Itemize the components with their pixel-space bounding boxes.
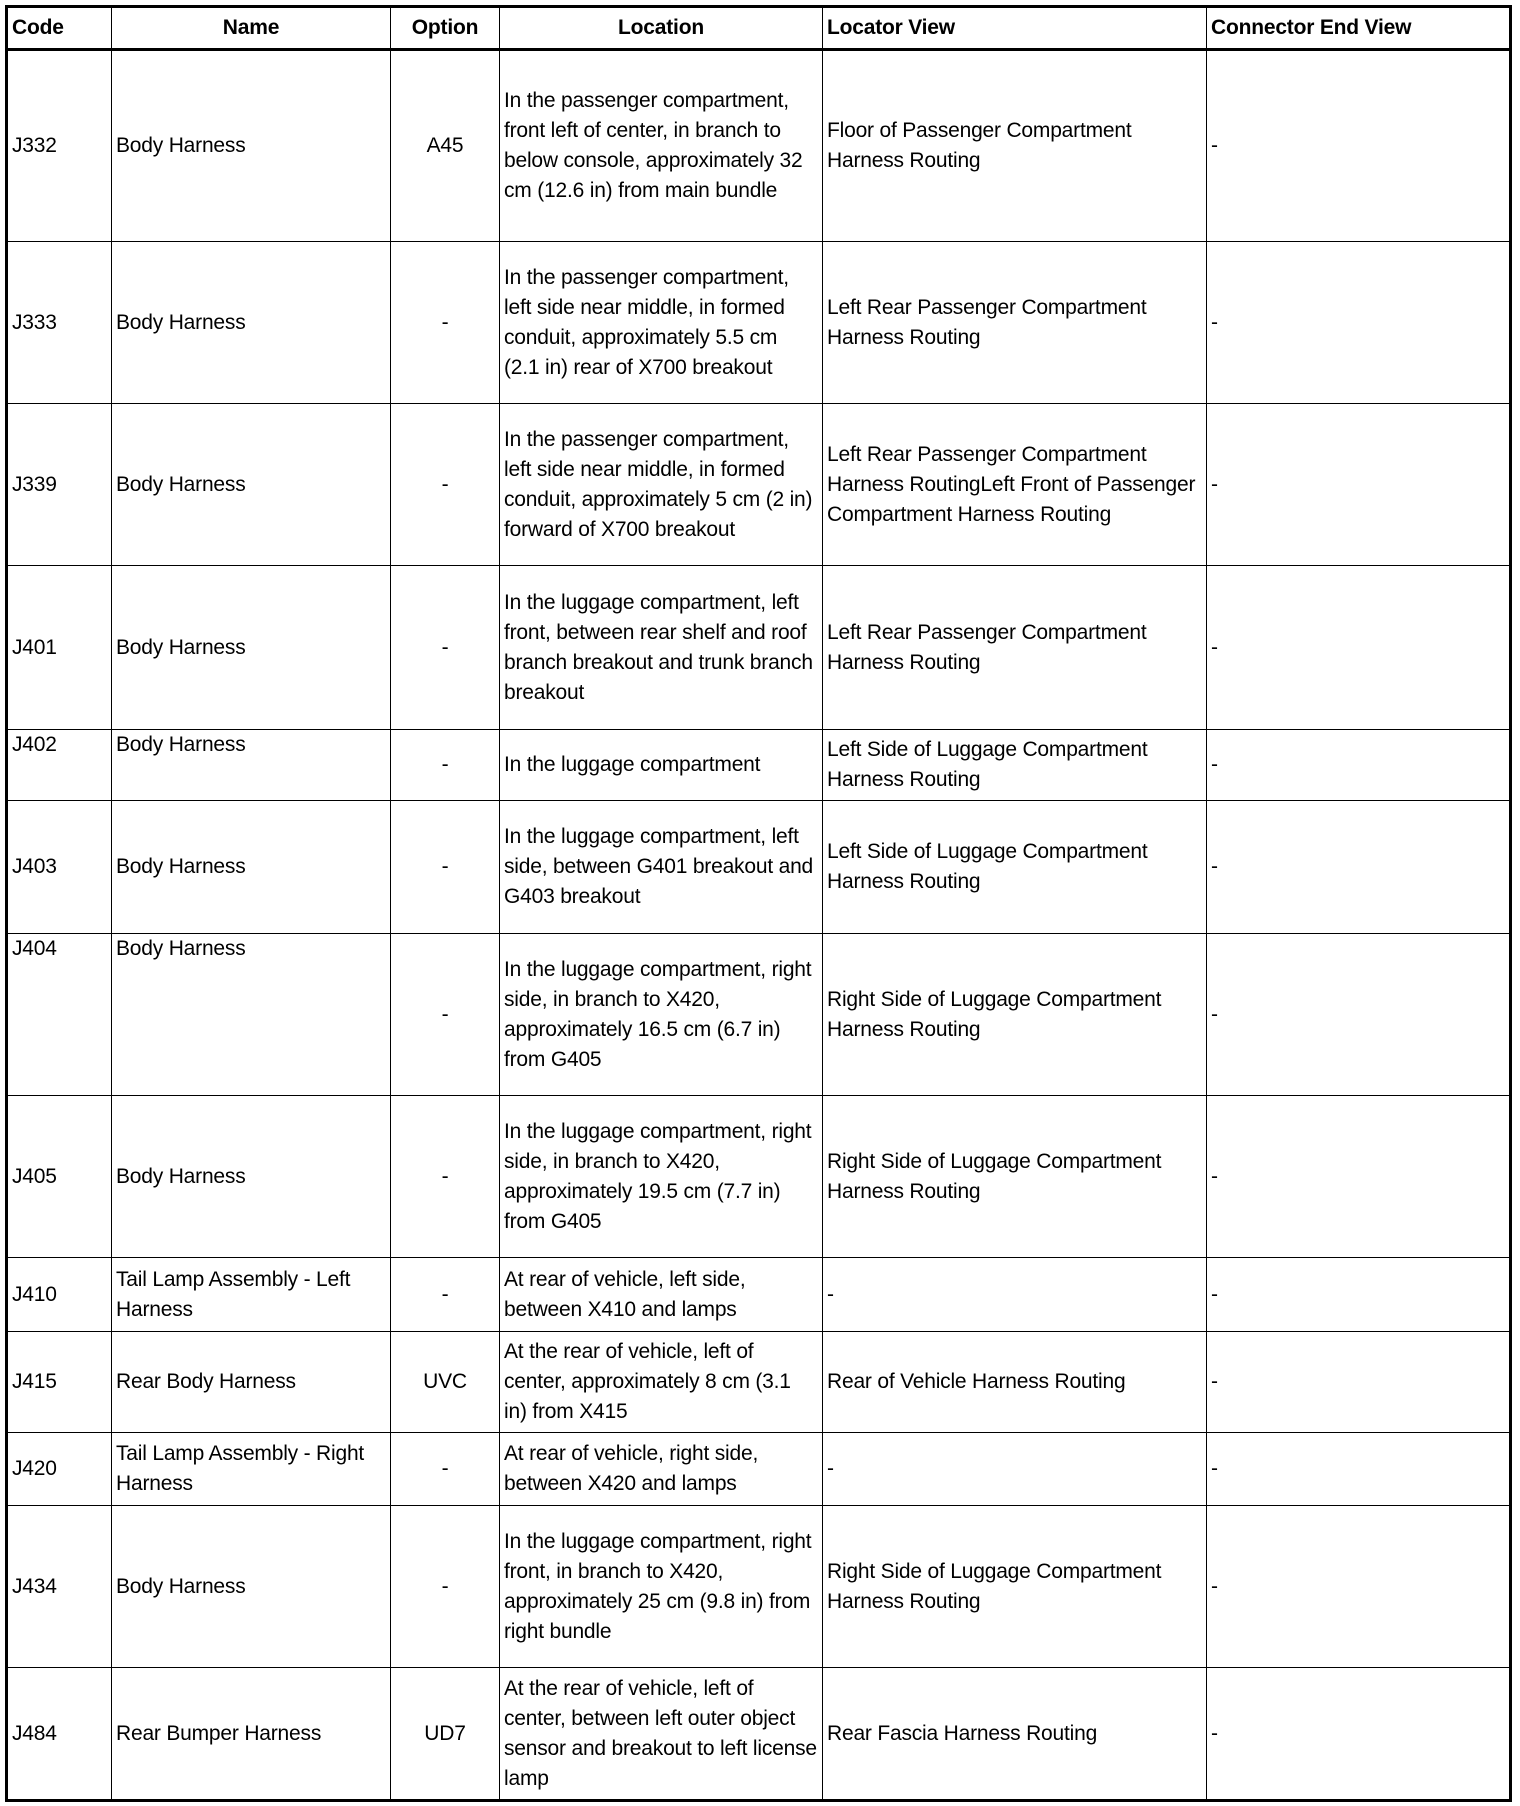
cell-locator-view: Left Rear Passenger Compartment Harness RoutingLeft Front of Passenger Compartment Harness Routing: [823, 404, 1207, 566]
header-option: Option: [391, 7, 500, 50]
cell-locator-view: Rear Fascia Harness Routing: [823, 1668, 1207, 1801]
cell-locator-view: Right Side of Luggage Compartment Harness Routing: [823, 934, 1207, 1096]
table-row: [7, 1506, 1511, 1668]
cell-connector-end-view: -: [1207, 1332, 1511, 1433]
cell-option: -: [391, 1258, 500, 1332]
cell-code: J332: [7, 50, 112, 242]
connector-table: [5, 5, 1512, 1802]
table-row: [7, 1668, 1511, 1801]
cell-connector-end-view: -: [1207, 242, 1511, 404]
cell-locator-view: Left Rear Passenger Compartment Harness Routing: [823, 566, 1207, 730]
cell-connector-end-view: -: [1207, 1506, 1511, 1668]
cell-location: In the passenger compartment, left side near middle, in formed conduit, approximately 5.5 cm (2.1 in) rear of X700 breakout: [500, 242, 823, 404]
cell-code: J420: [7, 1433, 112, 1506]
cell-locator-view: Right Side of Luggage Compartment Harness Routing: [823, 1506, 1207, 1668]
cell-location: In the luggage compartment, right side, in branch to X420, approximately 16.5 cm (6.7 in) from G405: [500, 934, 823, 1096]
cell-location: At the rear of vehicle, left of center, between left outer object sensor and breakout to left license lamp: [500, 1668, 823, 1801]
table-row: [7, 1258, 1511, 1332]
cell-name: Body Harness: [112, 1096, 391, 1258]
table-row: [7, 1433, 1511, 1506]
table-row: [7, 50, 1511, 242]
table-row: [7, 242, 1511, 404]
cell-locator-view: Left Side of Luggage Compartment Harness Routing: [823, 730, 1207, 801]
cell-code: J339: [7, 404, 112, 566]
cell-option: -: [391, 730, 500, 801]
cell-location: At rear of vehicle, right side, between X420 and lamps: [500, 1433, 823, 1506]
table-row: [7, 801, 1511, 934]
cell-location: In the passenger compartment, front left of center, in branch to below console, approximately 32 cm (12.6 in) from main bundle: [500, 50, 823, 242]
cell-connector-end-view: -: [1207, 404, 1511, 566]
cell-code: J405: [7, 1096, 112, 1258]
table-row: [7, 1096, 1511, 1258]
cell-option: UD7: [391, 1668, 500, 1801]
table-row: [7, 730, 1511, 801]
cell-option: -: [391, 934, 500, 1096]
cell-name: Body Harness: [112, 404, 391, 566]
header-name: Name: [112, 7, 391, 50]
cell-location: At the rear of vehicle, left of center, approximately 8 cm (3.1 in) from X415: [500, 1332, 823, 1433]
header-locator-view: Locator View: [823, 7, 1207, 50]
cell-name: Body Harness: [112, 566, 391, 730]
cell-code: J415: [7, 1332, 112, 1433]
header-location: Location: [500, 7, 823, 50]
cell-name: Rear Body Harness: [112, 1332, 391, 1433]
cell-code: J404: [7, 934, 112, 1096]
cell-connector-end-view: -: [1207, 801, 1511, 934]
cell-location: In the luggage compartment, right side, in branch to X420, approximately 19.5 cm (7.7 in) from G405: [500, 1096, 823, 1258]
cell-connector-end-view: -: [1207, 730, 1511, 801]
cell-name: Tail Lamp Assembly - Left Harness: [112, 1258, 391, 1332]
cell-connector-end-view: -: [1207, 1433, 1511, 1506]
table-row: [7, 404, 1511, 566]
cell-option: -: [391, 1433, 500, 1506]
cell-locator-view: Rear of Vehicle Harness Routing: [823, 1332, 1207, 1433]
cell-locator-view: -: [823, 1433, 1207, 1506]
header-connector-end-view: Connector End View: [1207, 7, 1511, 50]
header-row: [7, 7, 1511, 50]
cell-name: Body Harness: [112, 1506, 391, 1668]
cell-name: Body Harness: [112, 730, 391, 801]
cell-name: Body Harness: [112, 934, 391, 1096]
cell-name: Rear Bumper Harness: [112, 1668, 391, 1801]
cell-option: -: [391, 566, 500, 730]
cell-location: In the luggage compartment: [500, 730, 823, 801]
cell-locator-view: -: [823, 1258, 1207, 1332]
cell-option: -: [391, 404, 500, 566]
cell-location: In the luggage compartment, left front, between rear shelf and roof branch breakout and trunk branch breakout: [500, 566, 823, 730]
cell-locator-view: Right Side of Luggage Compartment Harness Routing: [823, 1096, 1207, 1258]
table-row: [7, 934, 1511, 1096]
cell-code: J410: [7, 1258, 112, 1332]
cell-location: In the luggage compartment, left side, between G401 breakout and G403 breakout: [500, 801, 823, 934]
cell-code: J401: [7, 566, 112, 730]
cell-code: J434: [7, 1506, 112, 1668]
cell-name: Body Harness: [112, 242, 391, 404]
cell-code: J402: [7, 730, 112, 801]
cell-connector-end-view: -: [1207, 1258, 1511, 1332]
cell-name: Body Harness: [112, 50, 391, 242]
cell-name: Body Harness: [112, 801, 391, 934]
cell-option: A45: [391, 50, 500, 242]
cell-code: J333: [7, 242, 112, 404]
cell-option: -: [391, 1506, 500, 1668]
cell-option: -: [391, 801, 500, 934]
cell-option: -: [391, 1096, 500, 1258]
cell-connector-end-view: -: [1207, 1668, 1511, 1801]
cell-location: In the passenger compartment, left side near middle, in formed conduit, approximately 5 cm (2 in) forward of X700 breakout: [500, 404, 823, 566]
cell-locator-view: Left Rear Passenger Compartment Harness Routing: [823, 242, 1207, 404]
cell-connector-end-view: -: [1207, 50, 1511, 242]
cell-code: J403: [7, 801, 112, 934]
table-row: [7, 1332, 1511, 1433]
cell-locator-view: Left Side of Luggage Compartment Harness Routing: [823, 801, 1207, 934]
cell-code: J484: [7, 1668, 112, 1801]
header-code: Code: [7, 7, 112, 50]
cell-connector-end-view: -: [1207, 566, 1511, 730]
cell-location: In the luggage compartment, right front, in branch to X420, approximately 25 cm (9.8 in) from right bundle: [500, 1506, 823, 1668]
cell-option: UVC: [391, 1332, 500, 1433]
table-row: [7, 566, 1511, 730]
cell-location: At rear of vehicle, left side, between X410 and lamps: [500, 1258, 823, 1332]
cell-locator-view: Floor of Passenger Compartment Harness Routing: [823, 50, 1207, 242]
cell-name: Tail Lamp Assembly - Right Harness: [112, 1433, 391, 1506]
cell-connector-end-view: -: [1207, 1096, 1511, 1258]
cell-option: -: [391, 242, 500, 404]
cell-connector-end-view: -: [1207, 934, 1511, 1096]
